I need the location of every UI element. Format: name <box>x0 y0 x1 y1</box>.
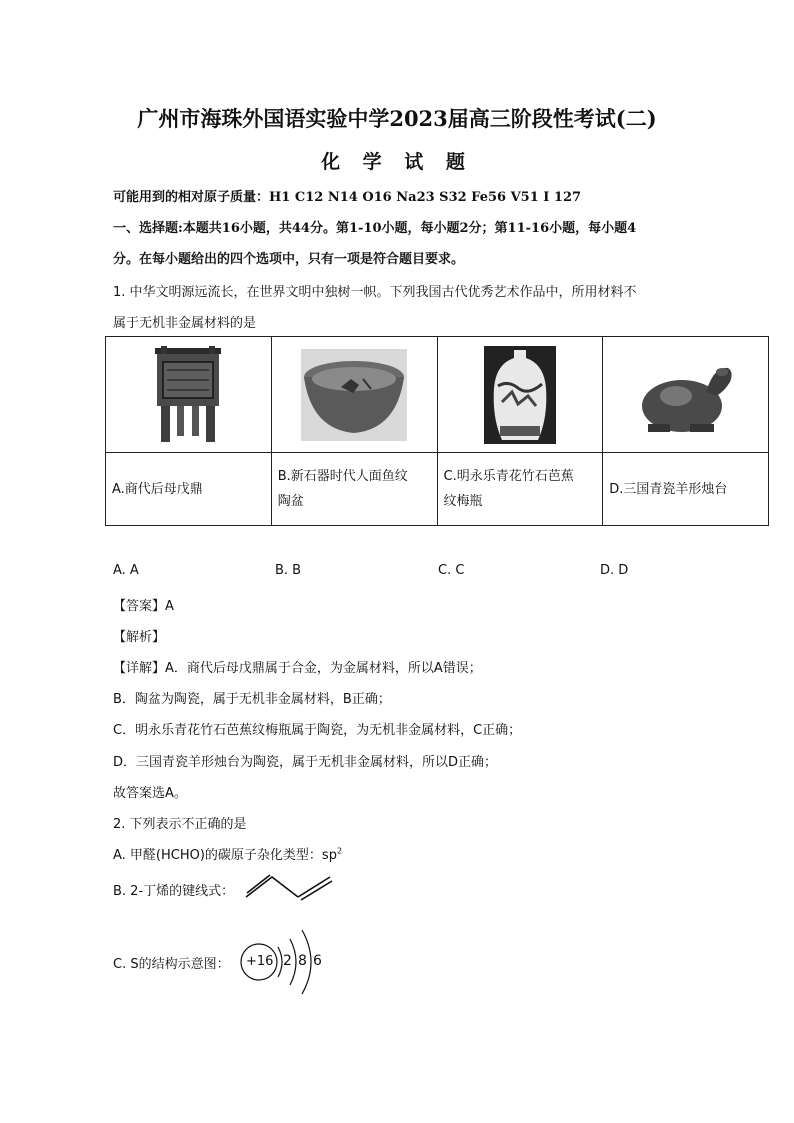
page-title: 广州市海珠外国语实验中学2023届高三阶段性考试(二) <box>137 106 657 131</box>
subject-title: 化 学 试 题 <box>321 151 473 173</box>
label-c-line-2: 纹梅瓶 <box>443 494 483 509</box>
label-b-line-1: B.新石器时代人面鱼纹 <box>277 469 408 484</box>
q2-option-b-text: B. 2-丁烯的键线式： <box>113 884 235 899</box>
artwork-table <box>105 336 769 526</box>
q1-stem-line-2: 属于无机非金属材料的是 <box>113 316 257 331</box>
q1-option-a[interactable]: A. A <box>113 563 139 578</box>
q2-option-a-sup: 2 <box>336 846 343 856</box>
sulfur-shell-3: 6 <box>313 953 322 969</box>
q1-option-b[interactable]: B. B <box>275 563 302 578</box>
label-d-line-1: D.三国青瓷羊形烛台 <box>609 481 728 497</box>
atomic-masses-line: 可能用到的相对原子质量：H1 C12 N14 O16 Na23 S32 Fe56 V51 I 127 <box>113 190 582 205</box>
label-c-line-1: C.明永乐青花竹石芭蕉 <box>443 469 574 484</box>
q1-explain-line-2: B．陶盆为陶瓷，属于无机非金属材料，B正确； <box>113 692 391 707</box>
artwork-cell-c <box>437 337 603 453</box>
artwork-label-d <box>603 453 769 526</box>
sheep-candlestick-image <box>636 352 736 438</box>
q1-option-d[interactable]: D. D <box>600 563 629 578</box>
butene-skeletal-formula <box>244 873 334 901</box>
q1-analysis-heading: 【解析】 <box>113 630 166 645</box>
sulfur-shell-1: 2 <box>283 953 292 969</box>
artwork-label-c <box>437 453 603 526</box>
q2-option-a-text: A. 甲醛(HCHO)的碳原子杂化类型：sp <box>113 848 337 863</box>
q1-answer: 【答案】A <box>113 599 174 614</box>
q1-explain-line-4: D．三国青瓷羊形烛台为陶瓷，属于无机非金属材料，所以D正确； <box>113 755 498 770</box>
artwork-label-b <box>271 453 437 526</box>
q2-option-c[interactable] <box>113 953 230 972</box>
section-instruction-line-2: 分。在每小题给出的四个选项中，只有一项是符合题目要求。 <box>113 252 465 267</box>
artwork-cell-a <box>106 337 272 453</box>
q1-explain-line-3: C．明永乐青花竹石芭蕉纹梅瓶属于陶瓷，为无机非金属材料，C正确； <box>113 723 522 738</box>
sulfur-structure-diagram <box>238 922 333 1002</box>
sulfur-nucleus-charge: +16 <box>246 954 274 969</box>
label-a-line-1: A.商代后母戊鼎 <box>112 481 203 497</box>
q1-explain-line-1: 【详解】A．商代后母戊鼎属于合金，为金属材料，所以A错误； <box>113 661 482 676</box>
q2-option-a[interactable] <box>113 844 342 863</box>
q1-options <box>0 563 794 581</box>
blue-white-vase-image <box>484 346 556 444</box>
q1-stem-line-1: 1. 中华文明源远流长，在世界文明中独树一帜。下列我国古代优秀艺术作品中，所用材料不 <box>113 285 637 300</box>
artwork-label-a <box>106 453 272 526</box>
pottery-basin-image <box>301 349 407 441</box>
artwork-cell-b <box>271 337 437 453</box>
q2-option-b[interactable] <box>113 880 234 899</box>
sulfur-shell-2: 8 <box>298 953 307 969</box>
q1-explain-line-5: 故答案选A。 <box>113 786 187 801</box>
label-b-line-2: 陶盆 <box>277 494 304 509</box>
section-instruction-line-1: 一、选择题:本题共16小题，共44分。第1-10小题，每小题2分；第11-16小题，每小题4 <box>113 221 637 236</box>
q2-stem: 2. 下列表示不正确的是 <box>113 817 247 832</box>
artwork-cell-d <box>603 337 769 453</box>
bronze-ding-image <box>153 346 223 444</box>
q2-option-c-text: C. S的结构示意图： <box>113 957 230 972</box>
q1-option-c[interactable]: C. C <box>438 563 465 578</box>
